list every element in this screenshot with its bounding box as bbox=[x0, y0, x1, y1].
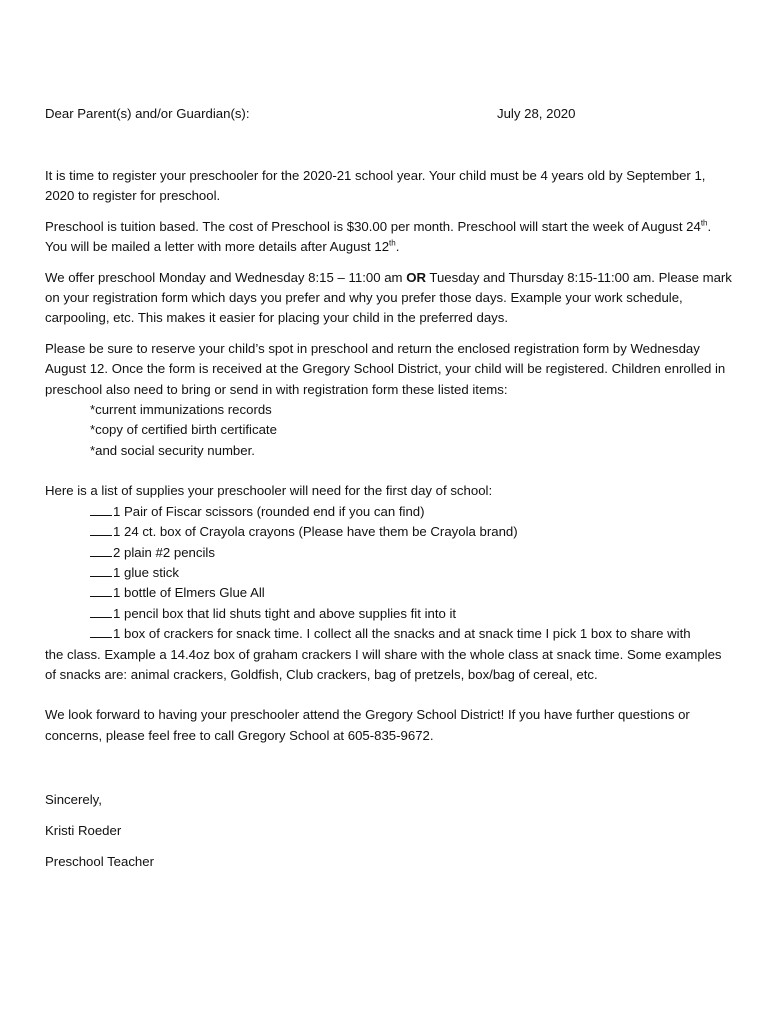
tuition-text-2: . You will be mailed a letter with more details after August 12 bbox=[45, 218, 712, 255]
checkbox-blank[interactable] bbox=[90, 564, 112, 577]
required-item: *copy of certified birth certificate bbox=[90, 422, 277, 438]
tuition-text: Preschool is tuition based. The cost of Preschool is $30.00 per month. Preschool will start the week of August 24 bbox=[45, 218, 701, 234]
checkbox-blank[interactable] bbox=[90, 523, 112, 536]
closing-block bbox=[45, 790, 154, 883]
schedule-text-2: Tuesday and Thursday 8:15-11:00 am. Please mark on your registration form which days you prefer and why you prefer those days. Example your work schedule, carpooling, etc. This makes it easier for placing your child in the preferred days. bbox=[45, 269, 732, 326]
final-paragraph: We look forward to having your preschooler attend the Gregory School District! If you have further questions or concerns, please feel free to call Gregory School at 605-835-9672. bbox=[45, 707, 690, 743]
supply-item: 1 24 ct. box of Crayola crayons (Please have them be Crayola brand) bbox=[90, 522, 735, 542]
checkbox-blank[interactable] bbox=[90, 584, 112, 597]
required-item: *and social security number. bbox=[90, 442, 255, 458]
supply-item: 1 box of crackers for snack time. I collect all the snacks and at snack time I pick 1 box to share with bbox=[90, 624, 735, 644]
supply-item: 1 bottle of Elmers Glue All bbox=[90, 583, 735, 603]
letter-date: July 28, 2020 bbox=[497, 106, 576, 121]
required-item: *current immunizations records bbox=[90, 402, 272, 418]
schedule-or: OR bbox=[406, 269, 426, 285]
supplies-intro: Here is a list of supplies your preschooler will need for the first day of school: bbox=[45, 483, 493, 499]
supply-item: 1 Pair of Fiscar scissors (rounded end if you can find) bbox=[90, 502, 735, 522]
tuition-text-3: . bbox=[395, 239, 400, 255]
checkbox-blank[interactable] bbox=[90, 503, 112, 516]
supplies-list bbox=[45, 502, 735, 645]
superscript-th: th bbox=[700, 218, 708, 228]
letter-body bbox=[45, 166, 735, 756]
required-items-list bbox=[45, 400, 735, 461]
supply-item: 2 plain #2 pencils bbox=[90, 543, 735, 563]
supply-item: 1 pencil box that lid shuts tight and above supplies fit into it bbox=[90, 604, 735, 624]
salutation-row bbox=[45, 106, 745, 126]
superscript-th-2: th bbox=[389, 238, 396, 248]
checkbox-blank[interactable] bbox=[90, 625, 112, 638]
closing: Sincerely, bbox=[45, 792, 102, 807]
greeting: Dear Parent(s) and/or Guardian(s): bbox=[45, 106, 250, 121]
supply-item: 1 glue stick bbox=[90, 563, 735, 583]
registration-paragraph: It is time to register your preschooler for the 2020-21 school year. Your child must be 4 years old by September 1, 2020 to register for preschool. bbox=[45, 168, 706, 204]
schedule-paragraph bbox=[45, 268, 735, 329]
reserve-paragraph: Please be sure to reserve your child’s spot in preschool and return the enclosed registration form by Wednesday August 12. Once the form is received at the Gregory School District, your child will be registered. Children enrolled in preschool also need to bring or send in with registration form these listed items: bbox=[45, 340, 726, 397]
schedule-text: We offer preschool Monday and Wednesday 8:15 – 11:00 am bbox=[45, 269, 407, 285]
signer-title: Preschool Teacher bbox=[45, 854, 154, 869]
checkbox-blank[interactable] bbox=[90, 544, 112, 557]
signer-name: Kristi Roeder bbox=[45, 823, 122, 838]
snack-continued: the class. Example a 14.4oz box of graham crackers I will share with the whole class at snack time. Some examples of snacks are: animal crackers, Goldfish, Club crackers, bag of pretzels, box/bag of cereal, etc. bbox=[45, 646, 722, 682]
checkbox-blank[interactable] bbox=[90, 605, 112, 618]
tuition-paragraph bbox=[45, 217, 735, 258]
